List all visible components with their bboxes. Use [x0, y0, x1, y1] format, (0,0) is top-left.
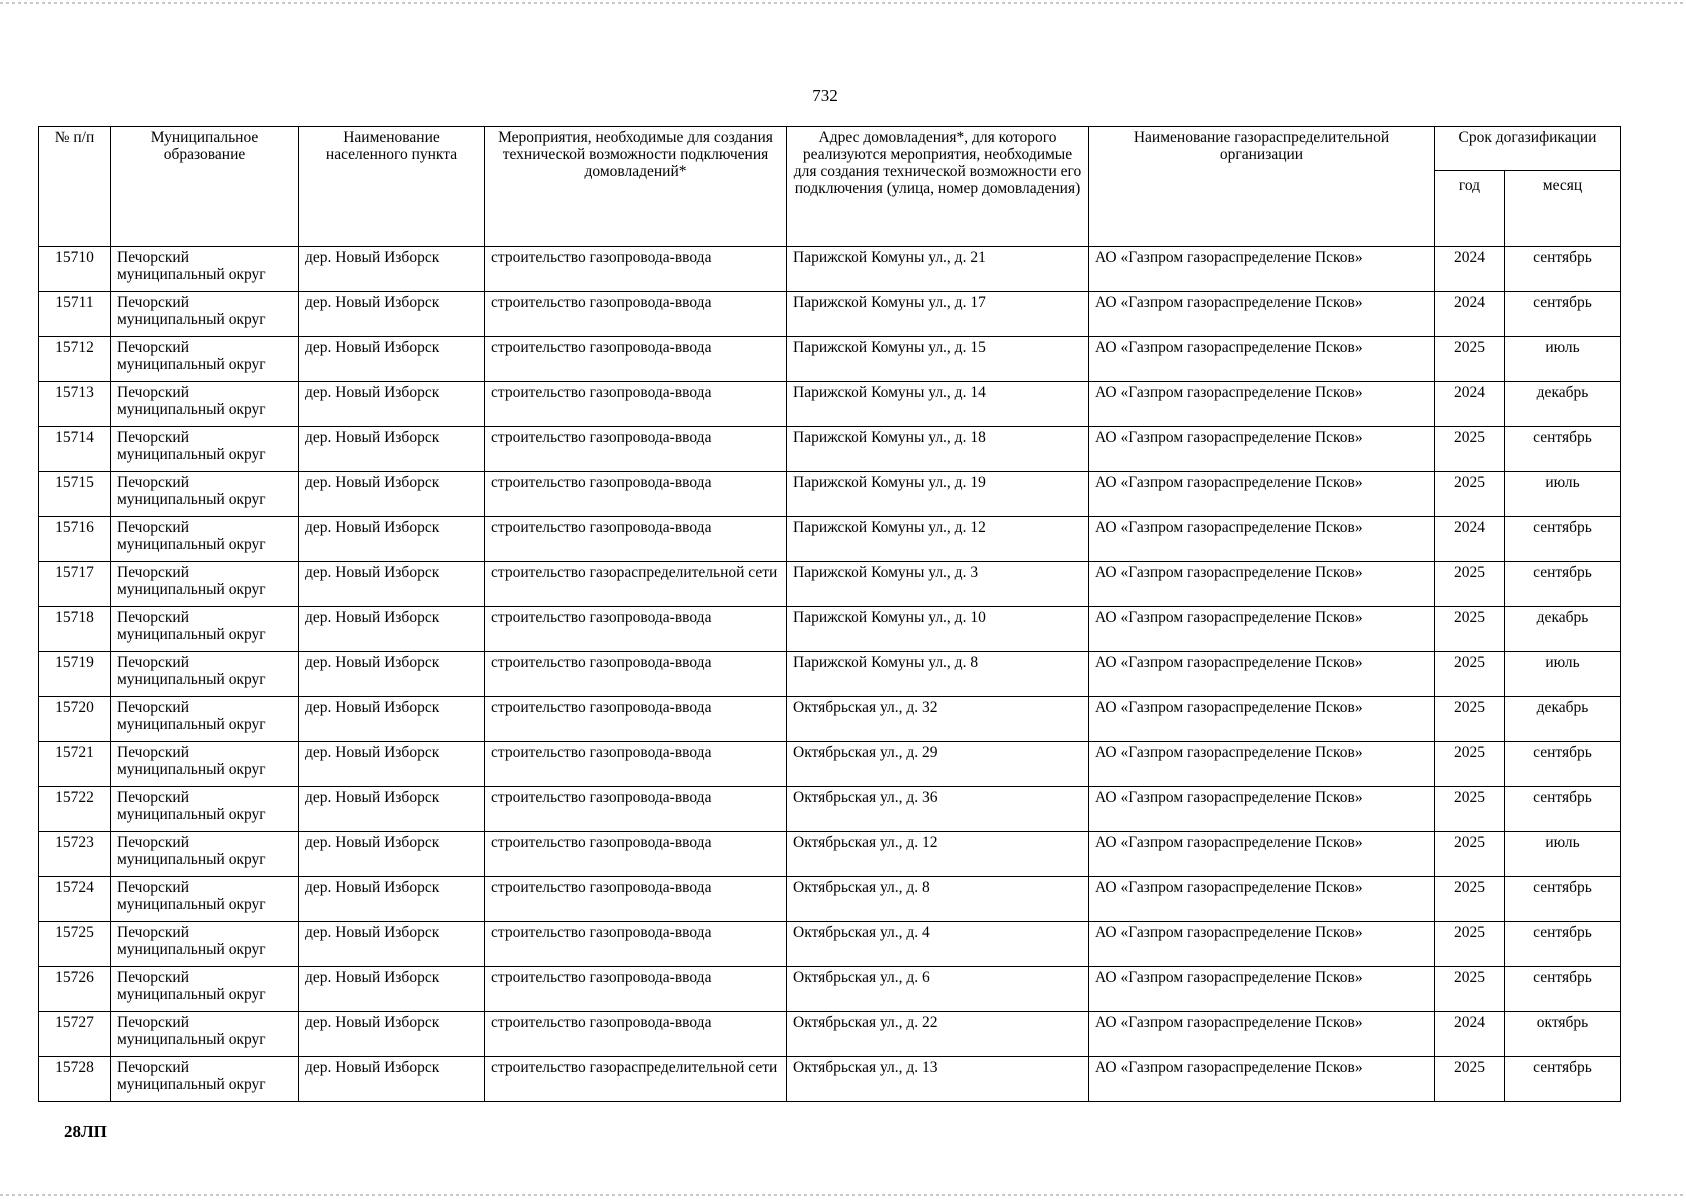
organization-cell: АО «Газпром газораспределение Псков» — [1089, 517, 1435, 562]
locality-cell: дер. Новый Изборск — [299, 922, 485, 967]
address-cell: Октябрьская ул., д. 4 — [787, 922, 1089, 967]
locality-cell: дер. Новый Изборск — [299, 697, 485, 742]
address-cell: Парижской Комуны ул., д. 14 — [787, 382, 1089, 427]
locality-cell: дер. Новый Изборск — [299, 967, 485, 1012]
activity-cell: строительство газопровода-ввода — [485, 922, 787, 967]
table-row — [39, 1012, 1621, 1057]
address-cell: Октябрьская ул., д. 22 — [787, 1012, 1089, 1057]
header-month: месяц — [1505, 171, 1621, 247]
month-cell: сентябрь — [1505, 292, 1621, 337]
year-cell: 2025 — [1435, 562, 1505, 607]
activity-cell: строительство газопровода-ввода — [485, 292, 787, 337]
organization-cell: АО «Газпром газораспределение Псков» — [1089, 652, 1435, 697]
activity-cell: строительство газопровода-ввода — [485, 832, 787, 877]
organization-cell: АО «Газпром газораспределение Псков» — [1089, 832, 1435, 877]
header-organization: Наименование газораспределительной организации — [1089, 127, 1435, 247]
activity-cell: строительство газораспределительной сети — [485, 562, 787, 607]
month-cell: сентябрь — [1505, 562, 1621, 607]
organization-cell: АО «Газпром газораспределение Псков» — [1089, 427, 1435, 472]
row-number: 15721 — [39, 742, 111, 787]
table-row — [39, 607, 1621, 652]
locality-cell: дер. Новый Изборск — [299, 337, 485, 382]
table-row — [39, 337, 1621, 382]
year-cell: 2024 — [1435, 382, 1505, 427]
locality-cell: дер. Новый Изборск — [299, 607, 485, 652]
row-number: 15718 — [39, 607, 111, 652]
address-cell: Парижской Комуны ул., д. 12 — [787, 517, 1089, 562]
activity-cell: строительство газопровода-ввода — [485, 697, 787, 742]
municipality-cell: Печорский муниципальный округ — [111, 607, 299, 652]
month-cell: декабрь — [1505, 607, 1621, 652]
scan-edge-bottom — [0, 1194, 1686, 1196]
municipality-cell: Печорский муниципальный округ — [111, 1012, 299, 1057]
year-cell: 2025 — [1435, 922, 1505, 967]
organization-cell: АО «Газпром газораспределение Псков» — [1089, 697, 1435, 742]
month-cell: сентябрь — [1505, 877, 1621, 922]
table-row — [39, 517, 1621, 562]
organization-cell: АО «Газпром газораспределение Псков» — [1089, 967, 1435, 1012]
activity-cell: строительство газопровода-ввода — [485, 742, 787, 787]
year-cell: 2025 — [1435, 607, 1505, 652]
row-number: 15722 — [39, 787, 111, 832]
footer-code: 28ЛП — [64, 1122, 107, 1141]
locality-cell: дер. Новый Изборск — [299, 742, 485, 787]
locality-cell: дер. Новый Изборск — [299, 832, 485, 877]
year-cell: 2024 — [1435, 1012, 1505, 1057]
row-number: 15717 — [39, 562, 111, 607]
address-cell: Парижской Комуны ул., д. 10 — [787, 607, 1089, 652]
locality-cell: дер. Новый Изборск — [299, 382, 485, 427]
activity-cell: строительство газопровода-ввода — [485, 607, 787, 652]
address-cell: Октябрьская ул., д. 29 — [787, 742, 1089, 787]
row-number: 15716 — [39, 517, 111, 562]
locality-cell: дер. Новый Изборск — [299, 877, 485, 922]
address-cell: Октябрьская ул., д. 32 — [787, 697, 1089, 742]
activity-cell: строительство газораспределительной сети — [485, 1057, 787, 1102]
row-number: 15719 — [39, 652, 111, 697]
month-cell: сентябрь — [1505, 247, 1621, 292]
table-row — [39, 967, 1621, 1012]
organization-cell: АО «Газпром газораспределение Псков» — [1089, 472, 1435, 517]
gasification-table — [38, 126, 1621, 1102]
row-number: 15723 — [39, 832, 111, 877]
organization-cell: АО «Газпром газораспределение Псков» — [1089, 787, 1435, 832]
municipality-cell: Печорский муниципальный округ — [111, 697, 299, 742]
address-cell: Парижской Комуны ул., д. 8 — [787, 652, 1089, 697]
table-row — [39, 697, 1621, 742]
month-cell: сентябрь — [1505, 922, 1621, 967]
address-cell: Парижской Комуны ул., д. 19 — [787, 472, 1089, 517]
table-row — [39, 877, 1621, 922]
month-cell: июль — [1505, 832, 1621, 877]
activity-cell: строительство газопровода-ввода — [485, 247, 787, 292]
table-row — [39, 292, 1621, 337]
locality-cell: дер. Новый Изборск — [299, 1012, 485, 1057]
locality-cell: дер. Новый Изборск — [299, 517, 485, 562]
year-cell: 2024 — [1435, 517, 1505, 562]
row-number: 15727 — [39, 1012, 111, 1057]
month-cell: июль — [1505, 472, 1621, 517]
municipality-cell: Печорский муниципальный округ — [111, 787, 299, 832]
activity-cell: строительство газопровода-ввода — [485, 967, 787, 1012]
organization-cell: АО «Газпром газораспределение Псков» — [1089, 742, 1435, 787]
year-cell: 2025 — [1435, 472, 1505, 517]
year-cell: 2025 — [1435, 832, 1505, 877]
municipality-cell: Печорский муниципальный округ — [111, 517, 299, 562]
municipality-cell: Печорский муниципальный округ — [111, 652, 299, 697]
activity-cell: строительство газопровода-ввода — [485, 337, 787, 382]
table-row — [39, 247, 1621, 292]
address-cell: Октябрьская ул., д. 6 — [787, 967, 1089, 1012]
month-cell: сентябрь — [1505, 787, 1621, 832]
activity-cell: строительство газопровода-ввода — [485, 472, 787, 517]
header-activity: Мероприятия, необходимые для создания технической возможности подключения домовладений* — [485, 127, 787, 247]
activity-cell: строительство газопровода-ввода — [485, 382, 787, 427]
month-cell: октябрь — [1505, 1012, 1621, 1057]
table-row — [39, 652, 1621, 697]
organization-cell: АО «Газпром газораспределение Псков» — [1089, 247, 1435, 292]
year-cell: 2024 — [1435, 292, 1505, 337]
municipality-cell: Печорский муниципальный округ — [111, 742, 299, 787]
month-cell: декабрь — [1505, 382, 1621, 427]
year-cell: 2025 — [1435, 787, 1505, 832]
activity-cell: строительство газопровода-ввода — [485, 1012, 787, 1057]
row-number: 15712 — [39, 337, 111, 382]
locality-cell: дер. Новый Изборск — [299, 247, 485, 292]
table-body — [39, 247, 1621, 1102]
activity-cell: строительство газопровода-ввода — [485, 517, 787, 562]
address-cell: Октябрьская ул., д. 13 — [787, 1057, 1089, 1102]
row-number: 15726 — [39, 967, 111, 1012]
row-number: 15724 — [39, 877, 111, 922]
table-row — [39, 427, 1621, 472]
activity-cell: строительство газопровода-ввода — [485, 787, 787, 832]
locality-cell: дер. Новый Изборск — [299, 292, 485, 337]
locality-cell: дер. Новый Изборск — [299, 562, 485, 607]
row-number: 15725 — [39, 922, 111, 967]
organization-cell: АО «Газпром газораспределение Псков» — [1089, 1057, 1435, 1102]
month-cell: сентябрь — [1505, 427, 1621, 472]
municipality-cell: Печорский муниципальный округ — [111, 832, 299, 877]
organization-cell: АО «Газпром газораспределение Псков» — [1089, 877, 1435, 922]
address-cell: Парижской Комуны ул., д. 3 — [787, 562, 1089, 607]
municipality-cell: Печорский муниципальный округ — [111, 382, 299, 427]
table-row — [39, 1057, 1621, 1102]
municipality-cell: Печорский муниципальный округ — [111, 967, 299, 1012]
municipality-cell: Печорский муниципальный округ — [111, 562, 299, 607]
row-number: 15728 — [39, 1057, 111, 1102]
locality-cell: дер. Новый Изборск — [299, 1057, 485, 1102]
header-num: № п/п — [39, 127, 111, 247]
row-number: 15713 — [39, 382, 111, 427]
table-row — [39, 922, 1621, 967]
year-cell: 2025 — [1435, 742, 1505, 787]
header-locality: Наименование населенного пункта — [299, 127, 485, 247]
organization-cell: АО «Газпром газораспределение Псков» — [1089, 337, 1435, 382]
address-cell: Октябрьская ул., д. 12 — [787, 832, 1089, 877]
organization-cell: АО «Газпром газораспределение Псков» — [1089, 382, 1435, 427]
locality-cell: дер. Новый Изборск — [299, 787, 485, 832]
municipality-cell: Печорский муниципальный округ — [111, 877, 299, 922]
municipality-cell: Печорский муниципальный округ — [111, 922, 299, 967]
municipality-cell: Печорский муниципальный округ — [111, 427, 299, 472]
scan-edge-top — [0, 2, 1686, 4]
header-deadline: Срок догазификации — [1435, 127, 1621, 171]
year-cell: 2024 — [1435, 247, 1505, 292]
month-cell: июль — [1505, 652, 1621, 697]
month-cell: сентябрь — [1505, 1057, 1621, 1102]
table-row — [39, 832, 1621, 877]
year-cell: 2025 — [1435, 697, 1505, 742]
activity-cell: строительство газопровода-ввода — [485, 427, 787, 472]
address-cell: Парижской Комуны ул., д. 17 — [787, 292, 1089, 337]
page-number: 732 — [812, 86, 838, 105]
activity-cell: строительство газопровода-ввода — [485, 652, 787, 697]
month-cell: июль — [1505, 337, 1621, 382]
organization-cell: АО «Газпром газораспределение Псков» — [1089, 922, 1435, 967]
month-cell: сентябрь — [1505, 517, 1621, 562]
year-cell: 2025 — [1435, 427, 1505, 472]
year-cell: 2025 — [1435, 337, 1505, 382]
row-number: 15714 — [39, 427, 111, 472]
municipality-cell: Печорский муниципальный округ — [111, 472, 299, 517]
municipality-cell: Печорский муниципальный округ — [111, 292, 299, 337]
row-number: 15711 — [39, 292, 111, 337]
month-cell: сентябрь — [1505, 967, 1621, 1012]
table-row — [39, 562, 1621, 607]
organization-cell: АО «Газпром газораспределение Псков» — [1089, 562, 1435, 607]
municipality-cell: Печорский муниципальный округ — [111, 337, 299, 382]
header-year: год — [1435, 171, 1505, 247]
row-number: 15715 — [39, 472, 111, 517]
table-row — [39, 382, 1621, 427]
month-cell: декабрь — [1505, 697, 1621, 742]
table-row — [39, 742, 1621, 787]
organization-cell: АО «Газпром газораспределение Псков» — [1089, 1012, 1435, 1057]
month-cell: сентябрь — [1505, 742, 1621, 787]
address-cell: Парижской Комуны ул., д. 15 — [787, 337, 1089, 382]
year-cell: 2025 — [1435, 877, 1505, 922]
year-cell: 2025 — [1435, 652, 1505, 697]
row-number: 15710 — [39, 247, 111, 292]
municipality-cell: Печорский муниципальный округ — [111, 247, 299, 292]
address-cell: Парижской Комуны ул., д. 21 — [787, 247, 1089, 292]
municipality-cell: Печорский муниципальный округ — [111, 1057, 299, 1102]
activity-cell: строительство газопровода-ввода — [485, 877, 787, 922]
header-address: Адрес домовладения*, для которого реализуются мероприятия, необходимые для создания технической возможности его подключения (улица, номер домовладения) — [787, 127, 1089, 247]
locality-cell: дер. Новый Изборск — [299, 652, 485, 697]
year-cell: 2025 — [1435, 1057, 1505, 1102]
row-number: 15720 — [39, 697, 111, 742]
organization-cell: АО «Газпром газораспределение Псков» — [1089, 292, 1435, 337]
table-row — [39, 472, 1621, 517]
address-cell: Парижской Комуны ул., д. 18 — [787, 427, 1089, 472]
locality-cell: дер. Новый Изборск — [299, 427, 485, 472]
organization-cell: АО «Газпром газораспределение Псков» — [1089, 607, 1435, 652]
locality-cell: дер. Новый Изборск — [299, 472, 485, 517]
address-cell: Октябрьская ул., д. 8 — [787, 877, 1089, 922]
header-municipality: Муниципальное образование — [111, 127, 299, 247]
address-cell: Октябрьская ул., д. 36 — [787, 787, 1089, 832]
table-row — [39, 787, 1621, 832]
year-cell: 2025 — [1435, 967, 1505, 1012]
